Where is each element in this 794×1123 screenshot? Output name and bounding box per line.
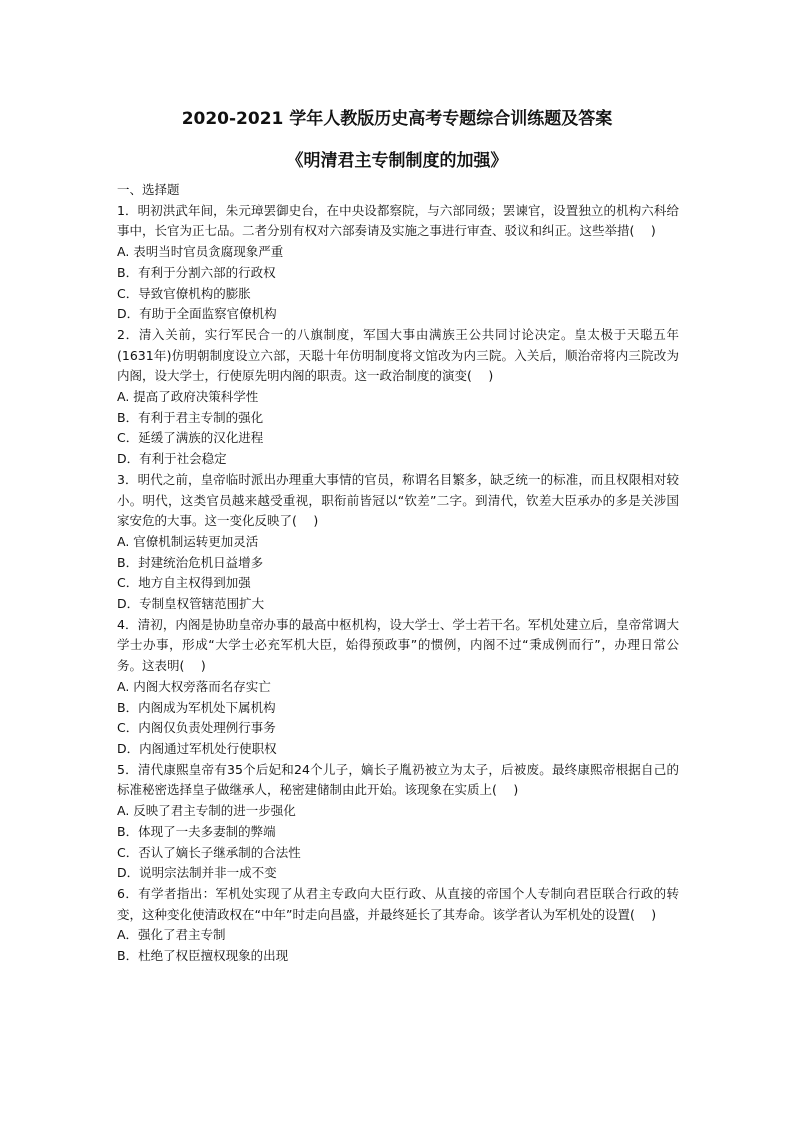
answer-option: C．导致官僚机构的膨胀	[117, 285, 251, 301]
answer-option: A. 表明当时官员贪腐现象严重	[117, 244, 284, 260]
answer-option: D．说明宗法制并非一成不变	[117, 865, 277, 881]
answer-option: A. 内阁大权旁落而名存实亡	[117, 678, 271, 694]
question-stem: 2．清入关前，实行军民合一的八旗制度，军国大事由满族王公共同讨论决定。皇太极于天聪五年(1631年)仿明朝制度设立六部，天聪十年仿明制度将文馆改为内三院。入关后，顺治帝将内三院改为内阁，设大学士，行使原先明内阁的职责。这一政治制度的演变( )	[117, 326, 679, 384]
question-list	[117, 180, 679, 967]
answer-option: B．有利于君主专制的强化	[117, 409, 264, 425]
answer-option: D．有利于社会稳定	[117, 451, 227, 467]
answer-option: D．专制皇权管辖范围扩大	[117, 596, 265, 612]
answer-option: A. 官僚机制运转更加灵活	[117, 533, 259, 549]
question-stem: 5．清代康熙皇帝有35个后妃和24个儿子，嫡长子胤礽被立为太子，后被废。最终康熙帝根据自己的标准秘密选择皇子做继承人，秘密建储制由此开始。该现象在实质上( )	[117, 761, 679, 798]
question-stem: 3．明代之前，皇帝临时派出办理重大事情的官员，称谓名目繁多，缺乏统一的标准，而且权限相对较小。明代，这类官员越来越受重视，职衔前皆冠以“钦差”二字。到清代，钦差大臣承办的多是关涉国家安危的大事。这一变化反映了( )	[117, 471, 679, 529]
answer-option: B．有利于分割六部的行政权	[117, 264, 276, 280]
question-stem: 4．清初，内阁是协助皇帝办事的最高中枢机构，设大学士、学士若干名。军机处建立后，皇帝常调大学士办事，形成“大学士必充军机大臣，始得预政事”的惯例，内阁不过“秉成例而行”，办理日常公务。这表明( )	[117, 616, 679, 674]
answer-option: C．延缓了满族的汉化进程	[117, 430, 264, 446]
question-stem: 6．有学者指出：军机处实现了从君主专政向大臣行政、从直接的帝国个人专制向君臣联合行政的转变，这种变化使清政权在“中年”时走向昌盛，并最终延长了其寿命。该学者认为军机处的设置( )	[117, 885, 679, 922]
answer-option: B．杜绝了权臣擅权现象的出现	[117, 948, 289, 964]
answer-option: A．强化了君主专制	[117, 927, 226, 943]
answer-option: A. 反映了君主专制的进一步强化	[117, 803, 296, 819]
answer-option: B．体现了一夫多妻制的弊端	[117, 823, 276, 839]
answer-option: C．否认了嫡长子继承制的合法性	[117, 844, 301, 860]
section-heading: 一、选择题	[117, 182, 180, 197]
question-stem: 1．明初洪武年间，朱元璋罢御史台，在中央设都察院，与六部同级；罢谏官，设置独立的机构六科给事中，长官为正七品。二者分别有权对六部奏请及实施之事进行审查、驳议和纠正。这些举措( )	[117, 202, 679, 239]
document-title: 2020-2021 学年人教版历史高考专题综合训练题及答案	[181, 109, 613, 129]
answer-option: A. 提高了政府决策科学性	[117, 389, 259, 405]
answer-option: C．地方自主权得到加强	[117, 575, 251, 591]
answer-option: D．有助于全面监察官僚机构	[117, 306, 277, 322]
answer-option: B．内阁成为军机处下属机构	[117, 699, 276, 715]
document-subtitle: 《明清君主专制制度的加强》	[286, 151, 508, 171]
answer-option: B．封建统治危机日益增多	[117, 554, 264, 570]
answer-option: D．内阁通过军机处行使职权	[117, 740, 277, 756]
answer-option: C．内阁仅负责处理例行事务	[117, 720, 276, 736]
